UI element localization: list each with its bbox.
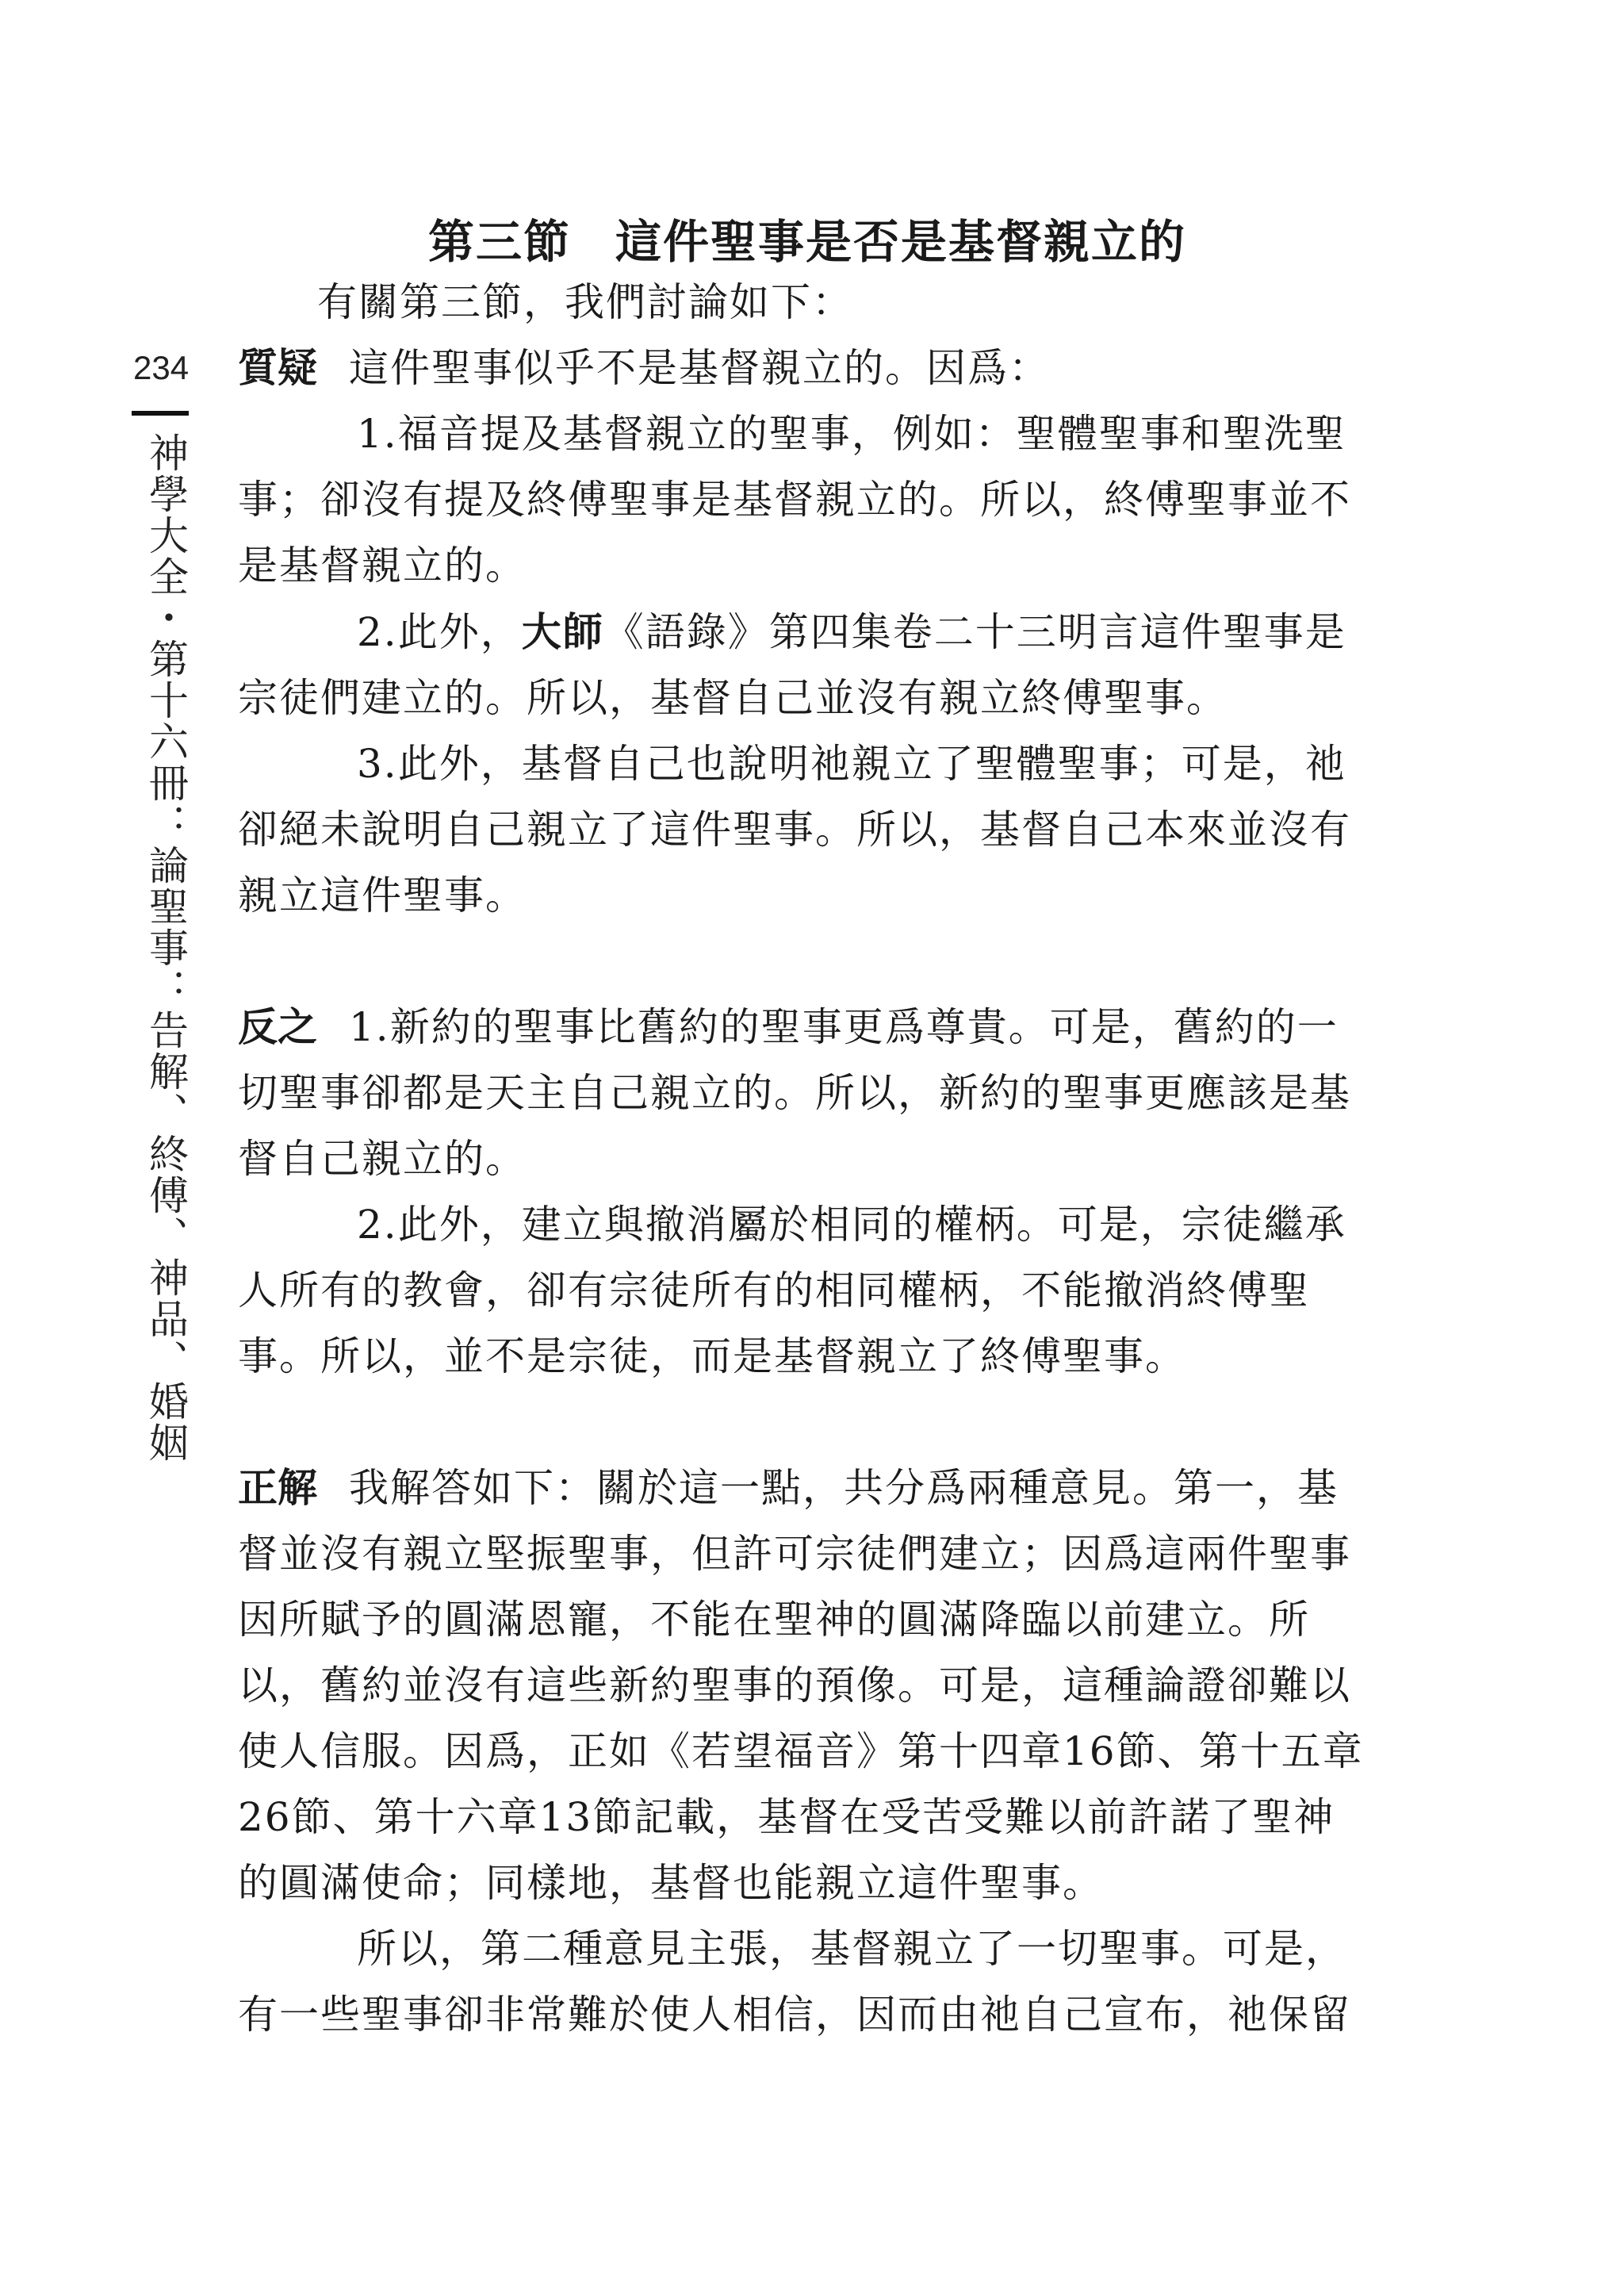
objections-label: 質疑: [238, 345, 317, 391]
margin-rule: [132, 411, 189, 416]
objection-1: 1.福音提及基督親立的聖事，例如：聖體聖事和聖洗聖事；卻沒有提及終傅聖事是基督親立的。所以，終傅聖事並不是基督親立的。: [238, 411, 1351, 589]
section-heading: 這件聖事是否是基督親立的: [615, 215, 1187, 269]
section-title: [428, 205, 1205, 271]
page-number: 234: [133, 349, 190, 386]
objection-2: 2.此外，大師《語錄》第四集卷二十三明言這件聖事是宗徒們建立的。所以，基督自己並沒有親立終傅聖事。: [238, 608, 1346, 721]
answer-paragraph-2: 所以，第二種意見主張，基督親立了一切聖事。可是，有一些聖事卻非常難於使人相信，因而由祂自己宣布，祂保留: [238, 1926, 1351, 2038]
contrary-1: 反之 1.新約的聖事比舊約的聖事更爲尊貴。可是，舊約的一切聖事卻都是天主自己親立的。所以，新約的聖事更應該是基督自己親立的。: [238, 1004, 1351, 1182]
objection-3: 3.此外，基督自己也說明祂親立了聖體聖事；可是，祂卻絕未說明自己親立了這件聖事。所以，基督自己本來並沒有親立這件聖事。: [238, 741, 1351, 918]
objections-lead: 質疑 這件聖事似乎不是基督親立的。因爲：: [238, 345, 1050, 391]
contrary-2: 2.此外，建立與撤消屬於相同的權柄。可是，宗徒繼承人所有的教會，卻有宗徒所有的相同權柄，不能撤消終傅聖事。所以，並不是宗徒，而是基督親立了終傅聖事。: [238, 1202, 1346, 1379]
contrary-label: 反之: [238, 1004, 317, 1050]
section-number: 第三節: [428, 215, 572, 269]
answer-paragraph-1: 正解 我解答如下：關於這一點，共分爲兩種意見。第一，基督並沒有親立堅振聖事，但許可宗徒們建立；因爲這兩件聖事因所賦予的圓滿恩寵，不能在聖神的圓滿降臨以前建立。所以，舊約並沒有這些新約聖事的預像。可是，這種論證卻難以使人信服。因爲，正如《若望福音》第十四章16節、第十五章26節、第十六章13節記載，基督在受苦受難以前許諾了聖神的圓滿使命；同樣地，基督也能親立這件聖事。: [238, 1465, 1364, 1906]
answer-label: 正解: [238, 1465, 317, 1511]
intro-paragraph: 有關第三節，我們討論如下：: [317, 279, 853, 325]
running-header: 神學大全・第十六冊：論聖事：告解、終傅、神品、婚姻: [143, 432, 189, 1463]
body-text: [238, 270, 1364, 2048]
